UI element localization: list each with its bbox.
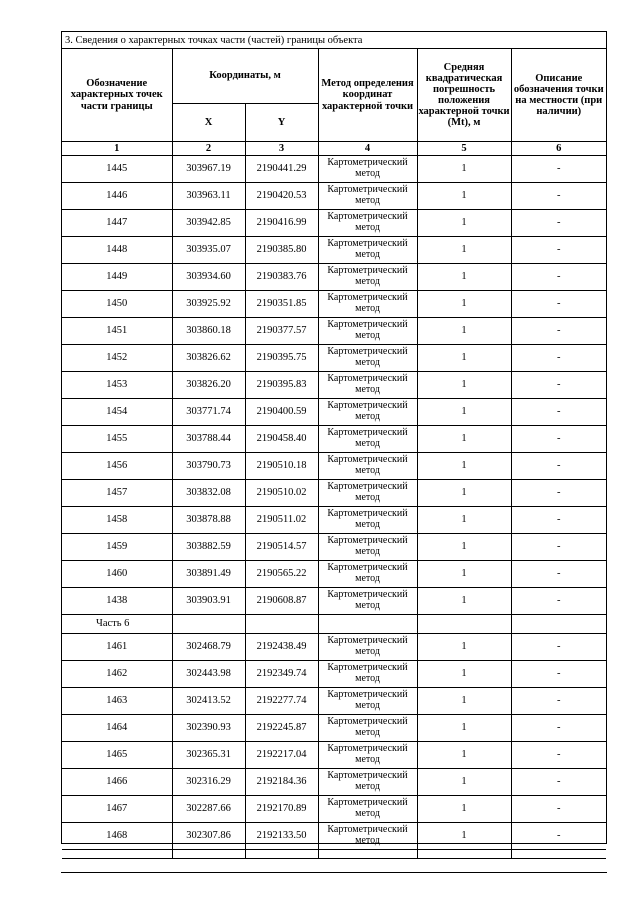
coordinate-y: 2190395.75 [245, 345, 318, 372]
table-row [62, 372, 606, 399]
error-cell: 1 [417, 588, 511, 615]
point-designation: 1450 [62, 291, 172, 318]
coordinate-y: 2190395.83 [245, 372, 318, 399]
description-cell: - [511, 453, 606, 480]
description-cell: - [511, 742, 606, 769]
table-row [62, 588, 606, 615]
coordinate-y: 2192438.49 [245, 634, 318, 661]
error-cell: 1 [417, 715, 511, 742]
empty-cell [172, 615, 245, 634]
table-row [62, 156, 606, 183]
method-cell: Картометрический метод [318, 688, 417, 715]
error-cell: 1 [417, 823, 511, 850]
empty-cell [245, 850, 318, 859]
coordinate-y: 2190514.57 [245, 534, 318, 561]
error-cell: 1 [417, 318, 511, 345]
coordinate-y: 2192349.74 [245, 661, 318, 688]
coordinate-y: 2192277.74 [245, 688, 318, 715]
point-designation: 1468 [62, 823, 172, 850]
error-cell: 1 [417, 561, 511, 588]
error-cell: 1 [417, 742, 511, 769]
header-method: Метод определения координат характерной точки [318, 49, 417, 142]
table-row [62, 534, 606, 561]
description-cell: - [511, 561, 606, 588]
description-cell: - [511, 399, 606, 426]
header-y: Y [245, 104, 318, 142]
coordinate-x: 303882.59 [172, 534, 245, 561]
error-cell: 1 [417, 769, 511, 796]
point-designation: 1451 [62, 318, 172, 345]
coordinate-y: 2192184.36 [245, 769, 318, 796]
method-cell: Картометрический метод [318, 210, 417, 237]
method-cell: Картометрический метод [318, 661, 417, 688]
coordinate-x: 303967.19 [172, 156, 245, 183]
table-row [62, 507, 606, 534]
description-cell: - [511, 156, 606, 183]
point-designation: 1467 [62, 796, 172, 823]
coordinate-x: 302468.79 [172, 634, 245, 661]
coordinate-x: 303790.73 [172, 453, 245, 480]
description-cell: - [511, 507, 606, 534]
part-label: Часть 6 [62, 615, 172, 634]
error-cell: 1 [417, 156, 511, 183]
description-cell: - [511, 634, 606, 661]
column-number: 5 [417, 142, 511, 156]
error-cell: 1 [417, 534, 511, 561]
error-cell: 1 [417, 237, 511, 264]
coordinate-x: 303832.08 [172, 480, 245, 507]
table-row [62, 345, 606, 372]
method-cell: Картометрический метод [318, 534, 417, 561]
error-cell: 1 [417, 688, 511, 715]
point-designation: 1447 [62, 210, 172, 237]
table-row [62, 183, 606, 210]
header-description: Описание обозначения точки на местности (при наличии) [511, 49, 606, 142]
method-cell: Картометрический метод [318, 426, 417, 453]
table-row [62, 715, 606, 742]
coordinate-x: 302287.66 [172, 796, 245, 823]
error-cell: 1 [417, 661, 511, 688]
error-cell: 1 [417, 507, 511, 534]
coordinate-y: 2190416.99 [245, 210, 318, 237]
table-body [62, 156, 606, 859]
table-row [62, 426, 606, 453]
point-designation: 1453 [62, 372, 172, 399]
method-cell: Картометрический метод [318, 634, 417, 661]
error-cell: 1 [417, 399, 511, 426]
method-cell: Картометрический метод [318, 156, 417, 183]
filler-row [62, 850, 606, 859]
method-cell: Картометрический метод [318, 399, 417, 426]
empty-cell [245, 615, 318, 634]
description-cell: - [511, 769, 606, 796]
method-cell: Картометрический метод [318, 769, 417, 796]
method-cell: Картометрический метод [318, 237, 417, 264]
method-cell: Картометрический метод [318, 742, 417, 769]
error-cell: 1 [417, 210, 511, 237]
description-cell: - [511, 480, 606, 507]
coordinate-x: 303826.62 [172, 345, 245, 372]
part-row [62, 615, 606, 634]
empty-cell [511, 615, 606, 634]
coordinate-x: 302316.29 [172, 769, 245, 796]
description-cell: - [511, 372, 606, 399]
table-row [62, 561, 606, 588]
point-designation: 1465 [62, 742, 172, 769]
table-row [62, 661, 606, 688]
error-cell: 1 [417, 345, 511, 372]
description-cell: - [511, 237, 606, 264]
error-cell: 1 [417, 426, 511, 453]
coordinate-y: 2190420.53 [245, 183, 318, 210]
description-cell: - [511, 291, 606, 318]
coordinate-x: 303860.18 [172, 318, 245, 345]
point-designation: 1446 [62, 183, 172, 210]
error-cell: 1 [417, 480, 511, 507]
point-designation: 1458 [62, 507, 172, 534]
table-row [62, 742, 606, 769]
method-cell: Картометрический метод [318, 318, 417, 345]
description-cell: - [511, 264, 606, 291]
coordinate-y: 2190383.76 [245, 264, 318, 291]
coordinate-y: 2190608.87 [245, 588, 318, 615]
method-cell: Картометрический метод [318, 345, 417, 372]
table-row [62, 399, 606, 426]
method-cell: Картометрический метод [318, 715, 417, 742]
error-cell: 1 [417, 634, 511, 661]
error-cell: 1 [417, 291, 511, 318]
table-row [62, 237, 606, 264]
coordinate-x: 303925.92 [172, 291, 245, 318]
coordinate-x: 302413.52 [172, 688, 245, 715]
method-cell: Картометрический метод [318, 823, 417, 850]
description-cell: - [511, 796, 606, 823]
header-error: Средняя квадратическая погрешность положения характерной точки (Mt), м [417, 49, 511, 142]
coordinate-y: 2192170.89 [245, 796, 318, 823]
coordinate-y: 2190510.02 [245, 480, 318, 507]
description-cell: - [511, 534, 606, 561]
error-cell: 1 [417, 453, 511, 480]
coordinate-y: 2190511.02 [245, 507, 318, 534]
point-designation: 1463 [62, 688, 172, 715]
description-cell: - [511, 210, 606, 237]
description-cell: - [511, 318, 606, 345]
table-row [62, 453, 606, 480]
method-cell: Картометрический метод [318, 453, 417, 480]
table-row [62, 634, 606, 661]
empty-cell [417, 850, 511, 859]
point-designation: 1457 [62, 480, 172, 507]
description-cell: - [511, 823, 606, 850]
point-designation: 1438 [62, 588, 172, 615]
coordinate-x: 303771.74 [172, 399, 245, 426]
coordinate-y: 2190385.80 [245, 237, 318, 264]
point-designation: 1460 [62, 561, 172, 588]
description-cell: - [511, 183, 606, 210]
table-row [62, 823, 606, 850]
empty-cell [417, 615, 511, 634]
table-row [62, 688, 606, 715]
empty-cell [172, 850, 245, 859]
error-cell: 1 [417, 796, 511, 823]
column-number: 1 [62, 142, 172, 156]
section-caption: 3. Сведения о характерных точках части (частей) границы объекта [62, 32, 606, 49]
error-cell: 1 [417, 264, 511, 291]
description-cell: - [511, 426, 606, 453]
coordinate-x: 303963.11 [172, 183, 245, 210]
table-row [62, 796, 606, 823]
empty-cell [318, 850, 417, 859]
coordinate-y: 2192133.50 [245, 823, 318, 850]
table-row [62, 769, 606, 796]
column-number: 4 [318, 142, 417, 156]
point-designation: 1459 [62, 534, 172, 561]
empty-cell [511, 850, 606, 859]
table-row [62, 318, 606, 345]
column-number: 3 [245, 142, 318, 156]
method-cell: Картометрический метод [318, 480, 417, 507]
method-cell: Картометрический метод [318, 183, 417, 210]
error-cell: 1 [417, 183, 511, 210]
point-designation: 1454 [62, 399, 172, 426]
point-designation: 1466 [62, 769, 172, 796]
description-cell: - [511, 688, 606, 715]
method-cell: Картометрический метод [318, 796, 417, 823]
column-number: 2 [172, 142, 245, 156]
empty-cell [318, 615, 417, 634]
point-designation: 1462 [62, 661, 172, 688]
coordinate-y: 2192217.04 [245, 742, 318, 769]
point-designation: 1452 [62, 345, 172, 372]
point-designation: 1448 [62, 237, 172, 264]
table-row [62, 480, 606, 507]
header-coordinates: Координаты, м [172, 49, 318, 104]
method-cell: Картометрический метод [318, 561, 417, 588]
column-number-row [62, 142, 606, 156]
method-cell: Картометрический метод [318, 372, 417, 399]
description-cell: - [511, 345, 606, 372]
description-cell: - [511, 661, 606, 688]
method-cell: Картометрический метод [318, 264, 417, 291]
coordinate-y: 2190565.22 [245, 561, 318, 588]
coordinate-y: 2190510.18 [245, 453, 318, 480]
coordinate-y: 2190441.29 [245, 156, 318, 183]
table-row [62, 210, 606, 237]
method-cell: Картометрический метод [318, 507, 417, 534]
coordinate-x: 303826.20 [172, 372, 245, 399]
coordinate-x: 302365.31 [172, 742, 245, 769]
coordinate-y: 2190377.57 [245, 318, 318, 345]
footer-divider [61, 872, 607, 873]
coordinate-x: 303935.07 [172, 237, 245, 264]
table-row [62, 264, 606, 291]
coordinate-x: 302307.86 [172, 823, 245, 850]
point-designation: 1461 [62, 634, 172, 661]
coordinate-y: 2190351.85 [245, 291, 318, 318]
coordinate-x: 302443.98 [172, 661, 245, 688]
coordinate-x: 303788.44 [172, 426, 245, 453]
point-designation: 1449 [62, 264, 172, 291]
coordinate-x: 303934.60 [172, 264, 245, 291]
header-designation: Обозначение характерных точек части границы [62, 49, 172, 142]
point-designation: 1464 [62, 715, 172, 742]
coordinate-x: 303942.85 [172, 210, 245, 237]
coordinate-x: 303878.88 [172, 507, 245, 534]
coordinate-x: 302390.93 [172, 715, 245, 742]
coordinate-y: 2192245.87 [245, 715, 318, 742]
point-designation: 1445 [62, 156, 172, 183]
table-row [62, 291, 606, 318]
coordinate-x: 303903.91 [172, 588, 245, 615]
header-x: X [172, 104, 245, 142]
point-designation: 1456 [62, 453, 172, 480]
column-number: 6 [511, 142, 606, 156]
document-sheet [61, 31, 607, 844]
point-designation: 1455 [62, 426, 172, 453]
description-cell: - [511, 588, 606, 615]
method-cell: Картометрический метод [318, 291, 417, 318]
error-cell: 1 [417, 372, 511, 399]
description-cell: - [511, 715, 606, 742]
empty-cell [62, 850, 172, 859]
method-cell: Картометрический метод [318, 588, 417, 615]
boundary-points-table [62, 49, 606, 859]
coordinate-x: 303891.49 [172, 561, 245, 588]
coordinate-y: 2190458.40 [245, 426, 318, 453]
coordinate-y: 2190400.59 [245, 399, 318, 426]
